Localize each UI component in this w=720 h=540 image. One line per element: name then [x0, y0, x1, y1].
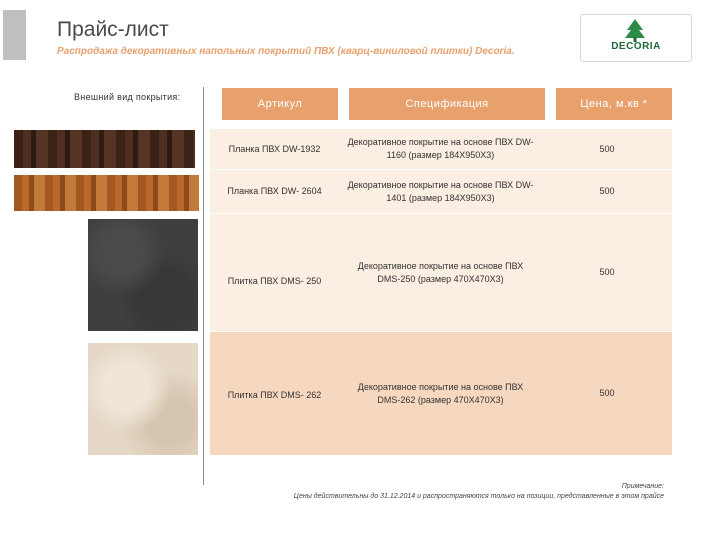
- column-header-price: Цена, м.кв *: [556, 88, 672, 120]
- row-article: Плитка ПВХ DMS- 250: [227, 276, 322, 286]
- column-header-spec: Спецификация: [349, 88, 545, 120]
- table-row: [210, 332, 672, 455]
- row-spec: Декоративное покрытие на основе ПВХ DMS-262 (размер 470Х470Х3): [357, 381, 524, 405]
- note-text: Цены действительны до 31.12.2014 и распространяются только на позиции, представленные в этом прайсе: [293, 493, 664, 500]
- swatch-oak-wood: [14, 175, 199, 211]
- tree-icon: [617, 18, 653, 42]
- table-row: [210, 214, 672, 332]
- decoria-logo: [580, 14, 692, 62]
- row-price: 500: [599, 267, 615, 277]
- side-accent-bar: [3, 10, 26, 60]
- swatch-cream-stone: [88, 343, 198, 455]
- row-article: Планка ПВХ DW- 2604: [227, 186, 322, 196]
- row-spec: Декоративное покрытие на основе ПВХ DW-1160 (размер 184Х950Х3): [347, 137, 534, 160]
- note-label: Примечание:: [621, 483, 664, 490]
- row-price: 500: [599, 388, 615, 398]
- row-article: Плитка ПВХ DMS- 262: [227, 390, 322, 400]
- swatch-dark-wood: [14, 130, 195, 168]
- row-spec: Декоративное покрытие на основе ПВХ DW-1401 (размер 184Х950Х3): [347, 179, 534, 203]
- swatch-dark-slate: [88, 219, 198, 331]
- page-title: Прайс-лист: [57, 18, 169, 41]
- column-divider: [203, 87, 204, 485]
- row-price: 500: [599, 143, 615, 154]
- row-article: Планка ПВХ DW-1932: [228, 143, 321, 154]
- row-price: 500: [599, 186, 615, 196]
- row-spec: Декоративное покрытие на основе ПВХ DMS-250 (размер 470Х470Х3): [357, 260, 524, 284]
- table-row: [210, 129, 672, 170]
- table-row: [210, 170, 672, 214]
- appearance-label: Внешний вид покрытия:: [74, 92, 181, 102]
- price-note: [294, 482, 664, 502]
- logo-text: DECORIA: [611, 41, 661, 52]
- column-header-article: Артикул: [222, 88, 338, 120]
- page-subtitle: Распродажа декоративных напольных покрытий ПВХ (кварц-виниловой плитки) Decoria.: [57, 46, 515, 57]
